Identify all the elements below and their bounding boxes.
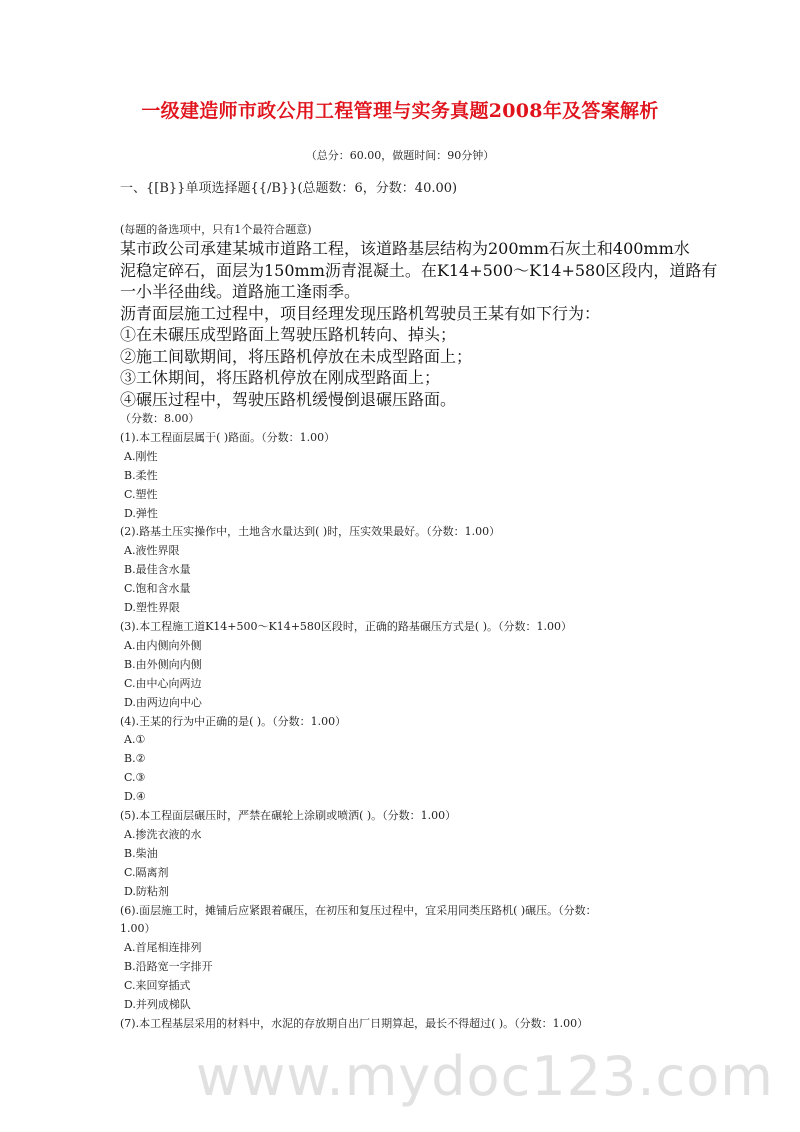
- question-stem: (3).本工程施工道K14+500～K14+580区段时，正确的路基碾压方式是( )。（分数：1.00）: [120, 619, 573, 633]
- answer-option: C.③: [124, 771, 146, 785]
- answer-option: A.由内侧向外侧: [124, 638, 202, 652]
- answer-option: C.来回穿插式: [124, 979, 191, 993]
- question-list: [120, 410, 780, 1034]
- question-stem: (4).王某的行为中正确的是( )。（分数：1.00）: [120, 714, 347, 728]
- case-description: [120, 238, 780, 410]
- answer-option: C.由中心向两边: [124, 676, 202, 690]
- answer-option: D.防粘剂: [124, 884, 169, 898]
- question-stem: (2).路基土压实操作中，土地含水量达到( )时，压实效果最好。（分数：1.00）: [120, 525, 501, 539]
- answer-option: A.首尾相连排列: [124, 941, 202, 955]
- case-line: ①在未碾压成型路面上驾驶压路机转向、掉头；: [120, 325, 457, 344]
- section-header: 一、{[B}}单项选择题{{/B}}(总题数：6，分数：40.00): [120, 181, 458, 196]
- case-score: （分数：8.00）: [120, 412, 200, 425]
- answer-option: B.沿路宽一字排开: [124, 960, 213, 974]
- answer-option: B.②: [124, 752, 146, 766]
- section-note: (每题的备选项中，只有1个最符合题意): [120, 223, 312, 236]
- answer-option: A.刚性: [124, 449, 158, 463]
- answer-option: B.柔性: [124, 468, 158, 482]
- answer-option: D.弹性: [124, 506, 158, 520]
- answer-option: A.液性界限: [124, 544, 180, 558]
- question: [120, 713, 780, 808]
- case-line: ④碾压过程中，驾驶压路机缓慢倒退碾压路面。: [120, 389, 457, 409]
- answer-option: B.最佳含水量: [124, 563, 191, 577]
- answer-option: C.隔离剂: [124, 865, 169, 879]
- case-line: ③工休期间，将压路机停放在刚成型路面上；: [120, 368, 441, 387]
- answer-option: D.塑性界限: [124, 601, 180, 615]
- answer-option: B.由外侧向内侧: [124, 657, 202, 671]
- question-stem: (1).本工程面层属于( )路面。（分数：1.00）: [120, 430, 336, 444]
- question: [120, 807, 780, 902]
- document-body: [120, 238, 780, 1034]
- answer-option: C.塑性: [124, 487, 158, 501]
- answer-option: C.饱和含水量: [124, 582, 191, 596]
- question: [120, 429, 780, 524]
- answer-option: D.并列成梯队: [124, 998, 191, 1012]
- question: [120, 1015, 780, 1034]
- answer-option: B.柴油: [124, 846, 158, 860]
- question-stem: (7).本工程基层采用的材料中，水泥的存放期自出厂日期算起，最长不得超过( )。（分数：1.00）: [120, 1017, 589, 1030]
- question-stem: (6).面层施工时，摊铺后应紧跟着碾压，在初压和复压过程中，宜采用同类压路机( )碾压。（分数：: [120, 903, 597, 917]
- question-stem-continued: 1.00）: [120, 922, 156, 936]
- answer-option: A.掺洗衣液的水: [124, 827, 202, 841]
- document-title: 一级建造师市政公用工程管理与实务真题2008年及答案解析: [141, 100, 659, 122]
- watermark: www.mydoc123.com: [196, 1045, 774, 1108]
- case-line: 沥青面层施工过程中，项目经理发现压路机驾驶员王某有如下行为：: [120, 303, 601, 323]
- answer-option: D.由两边向中心: [124, 695, 202, 709]
- case-line: 某市政公司承建某城市道路工程，该道路基层结构为200mm石灰土和400mm水: [120, 239, 690, 258]
- question: [120, 902, 780, 1015]
- case-line: 一小半径曲线。道路施工逢雨季。: [120, 282, 361, 301]
- question: [120, 523, 780, 618]
- answer-option: A.①: [124, 733, 146, 747]
- question: [120, 618, 780, 713]
- answer-option: D.④: [124, 790, 146, 804]
- question-stem: (5).本工程面层碾压时，严禁在碾轮上涂刷或喷洒( )。（分数：1.00）: [120, 809, 457, 823]
- exam-info: （总分：60.00，做题时间：90分钟）: [305, 149, 495, 162]
- case-line: ②施工间歇期间，将压路机停放在未成型路面上；: [120, 346, 473, 366]
- case-line: 泥稳定碎石，面层为150mm沥青混凝土。在K14+500～K14+580区段内，道路有: [120, 260, 718, 280]
